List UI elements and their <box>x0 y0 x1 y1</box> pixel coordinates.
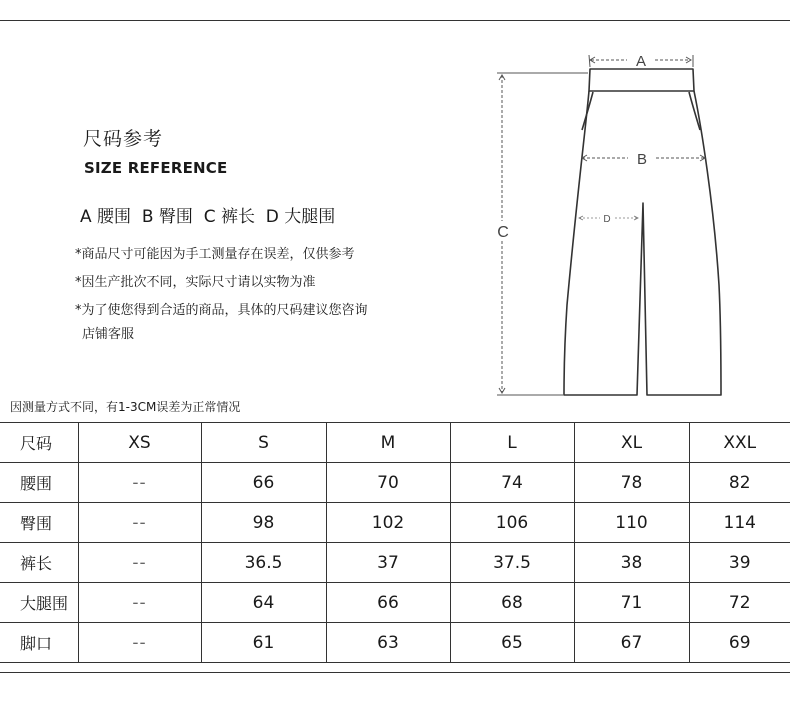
title-chinese: 尺码参考 <box>83 128 164 150</box>
header-cell: 尺码 <box>0 423 78 463</box>
table-cell: 38 <box>574 543 689 583</box>
row-label: 脚口 <box>0 623 78 663</box>
table-cell: 37.5 <box>450 543 574 583</box>
measurement-legend: A 腰围 B 臀围 C 裤长 D 大腿围 <box>80 207 336 227</box>
row-label: 大腿围 <box>0 583 78 623</box>
table-cell: 72 <box>689 583 790 623</box>
table-row <box>0 463 790 503</box>
table-cell: -- <box>78 543 201 583</box>
top-divider <box>0 20 790 21</box>
table-cell: 74 <box>450 463 574 503</box>
table-cell: 102 <box>326 503 450 543</box>
table-cell: 36.5 <box>201 543 326 583</box>
table-cell: -- <box>78 623 201 663</box>
table-cell: 110 <box>574 503 689 543</box>
table-row <box>0 543 790 583</box>
table-header-row <box>0 423 790 463</box>
row-label: 臀围 <box>0 503 78 543</box>
table-cell: 39 <box>689 543 790 583</box>
pants-diagram <box>485 45 735 400</box>
table-cell: 82 <box>689 463 790 503</box>
label-c: C <box>497 224 509 241</box>
table-cell: 98 <box>201 503 326 543</box>
table-cell: 67 <box>574 623 689 663</box>
table-cell: 71 <box>574 583 689 623</box>
table-cell: 66 <box>201 463 326 503</box>
row-label: 裤长 <box>0 543 78 583</box>
table-cell: 68 <box>450 583 574 623</box>
table-cell: 65 <box>450 623 574 663</box>
table-cell: -- <box>78 503 201 543</box>
table-cell: -- <box>78 583 201 623</box>
table-cell: 106 <box>450 503 574 543</box>
table-cell: 61 <box>201 623 326 663</box>
table-row <box>0 583 790 623</box>
header-cell: S <box>201 423 326 463</box>
note-3-continued: 店铺客服 <box>82 327 135 342</box>
bottom-divider <box>0 672 790 673</box>
table-cell: -- <box>78 463 201 503</box>
header-cell: XL <box>574 423 689 463</box>
table-cell: 37 <box>326 543 450 583</box>
header-cell: M <box>326 423 450 463</box>
note-1: *商品尺寸可能因为手工测量存在误差，仅供参考 <box>75 247 355 262</box>
table-cell: 69 <box>689 623 790 663</box>
table-cell: 63 <box>326 623 450 663</box>
measurement-tolerance-note: 因测量方式不同，有1-3CM误差为正常情况 <box>10 400 241 414</box>
note-3: *为了使您得到合适的商品，具体的尺码建议您咨询 <box>75 303 368 318</box>
table-cell: 78 <box>574 463 689 503</box>
label-a: A <box>635 53 647 70</box>
header-cell: XXL <box>689 423 790 463</box>
table-cell: 64 <box>201 583 326 623</box>
header-cell: L <box>450 423 574 463</box>
header-cell: XS <box>78 423 201 463</box>
pants-outline <box>564 69 721 395</box>
table-cell: 66 <box>326 583 450 623</box>
table-row <box>0 503 790 543</box>
table-cell: 114 <box>689 503 790 543</box>
note-2: *因生产批次不同，实际尺寸请以实物为准 <box>75 275 316 290</box>
label-d: D <box>603 214 611 225</box>
title-english: SIZE REFERENCE <box>84 159 228 177</box>
label-b: B <box>636 151 648 168</box>
size-table <box>0 422 790 663</box>
row-label: 腰围 <box>0 463 78 503</box>
table-cell: 70 <box>326 463 450 503</box>
table-row <box>0 623 790 663</box>
